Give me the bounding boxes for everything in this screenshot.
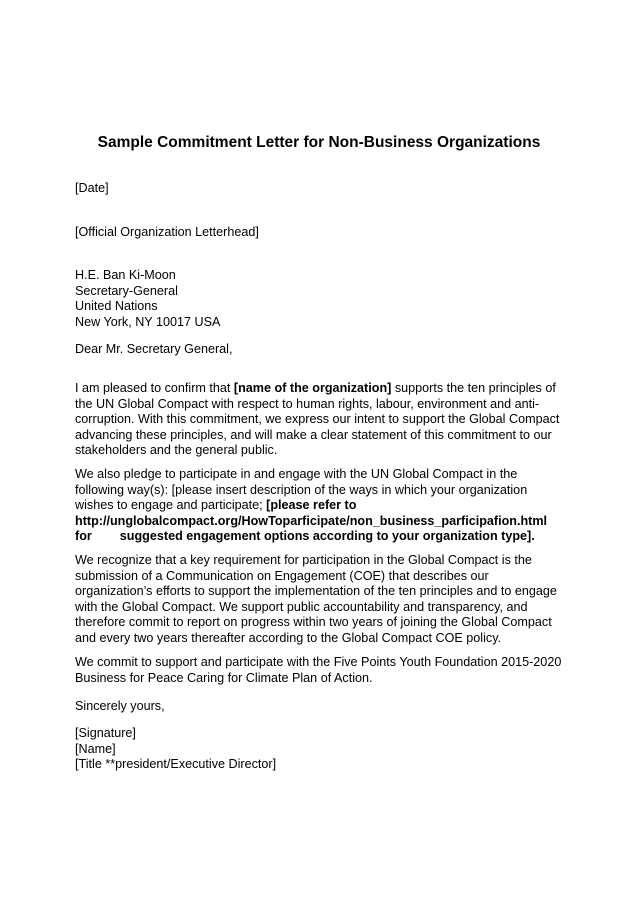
paragraph-line: and every two years thereafter according to the Global Compact COE policy.	[75, 630, 502, 645]
recipient-name: H.E. Ban Ki-Moon	[75, 268, 176, 282]
text-segment: wishes to engage and participate;	[75, 498, 267, 512]
paragraph-confirmation	[75, 381, 575, 459]
closing-text: Sincerely yours,	[75, 699, 165, 713]
recipient-address	[75, 268, 575, 330]
paragraph-line: Business for Peace Caring for Climate Plan of Action.	[75, 670, 373, 685]
paragraph-pledge	[75, 467, 575, 545]
paragraph-line: stakeholders and the general public.	[75, 443, 278, 457]
letterhead-placeholder	[75, 225, 575, 241]
letterhead-text: [Official Organization Letterhead]	[75, 225, 259, 239]
paragraph-line: organization’s efforts to support the implementation of the ten principles and to engage	[75, 584, 557, 598]
paragraph-line: following way(s): [please insert description of the ways in which your organization	[75, 482, 528, 497]
paragraph-line	[75, 529, 575, 545]
closing	[75, 699, 575, 715]
paragraph-line	[75, 381, 575, 397]
paragraph-coe-requirement	[75, 553, 575, 646]
name-placeholder: [Name]	[75, 741, 116, 756]
recipient-organization: United Nations	[75, 299, 158, 313]
paragraph-line: the UN Global Compact with respect to human rights, labour, environment and anti-	[75, 396, 540, 411]
title-placeholder: [Title **president/Executive Director]	[75, 757, 277, 771]
paragraph-line: We commit to support and participate with the Five Points Youth Foundation 2015-2020	[75, 655, 562, 669]
paragraph-commitment	[75, 655, 575, 686]
paragraph-line: with the Global Compact. We support public accountability and transparency, and	[75, 599, 528, 614]
text-segment-bold: [please refer to	[266, 498, 357, 512]
text-segment-bold: for	[75, 529, 92, 543]
signature-block	[75, 726, 575, 773]
text-segment-bold: suggested engagement options according to your organization type].	[119, 529, 535, 543]
paragraph-line	[75, 498, 575, 514]
text-segment: I am pleased to confirm that	[75, 381, 234, 395]
recipient-city: New York, NY 10017 USA	[75, 314, 221, 329]
paragraph-line: advancing these principles, and will make a clear statement of this commitment to our	[75, 427, 552, 442]
organization-name-placeholder: [name of the organization]	[233, 381, 392, 395]
date-text: [Date]	[75, 181, 109, 195]
text-segment: supports the ten principles of	[391, 381, 556, 395]
paragraph-line: corruption. With this commitment, we express our intent to support the Global Compact	[75, 412, 560, 426]
participation-url: http://unglobalcompact.org/HowToparficipate/non_business_parficipafion.html	[75, 513, 548, 528]
salutation	[75, 342, 575, 358]
recipient-position: Secretary-General	[75, 283, 178, 298]
paragraph-line: We recognize that a key requirement for participation in the Global Compact is the	[75, 553, 532, 567]
signature-placeholder: [Signature]	[75, 726, 136, 740]
paragraph-line: therefore commit to report on progress within two years of joining the Global Compact	[75, 615, 552, 629]
paragraph-line: submission of a Communication on Engagement (COE) that describes our	[75, 568, 489, 583]
salutation-text: Dear Mr. Secretary General,	[75, 342, 233, 356]
paragraph-line: We also pledge to participate in and engage with the UN Global Compact in the	[75, 467, 518, 481]
letter-title: Sample Commitment Letter for Non-Business Organizations	[97, 134, 541, 151]
date-placeholder	[75, 181, 575, 197]
